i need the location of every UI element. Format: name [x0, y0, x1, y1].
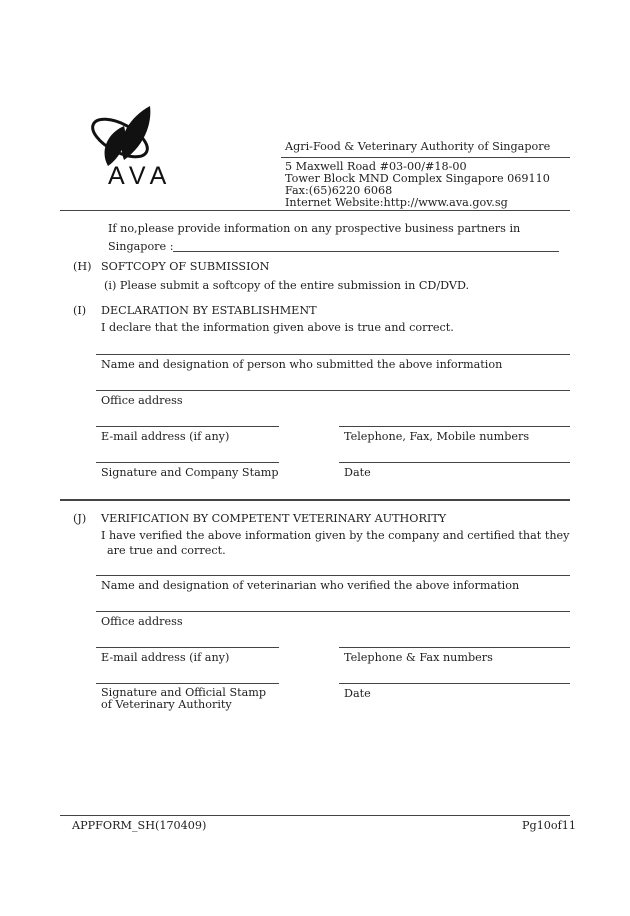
address-line-1: 5 Maxwell Road #03-00/#18-00: [285, 160, 467, 173]
submitter-date-label: Date: [344, 466, 371, 479]
vet-signature-field[interactable]: [96, 683, 279, 684]
logo-text: AVA: [108, 162, 173, 190]
section-j-title: VERIFICATION BY COMPETENT VETERINARY AUTHORITY: [101, 512, 447, 525]
address-line-4: Internet Website:http://www.ava.gov.sg: [285, 196, 508, 209]
section-i-title: DECLARATION BY ESTABLISHMENT: [101, 304, 317, 317]
vet-name-label: Name and designation of veterinarian who verified the above information: [101, 579, 520, 592]
submitter-signature-label: Signature and Company Stamp: [101, 466, 279, 479]
intro-line-2: Singapore :: [108, 240, 174, 253]
vet-email-label: E-mail address (if any): [101, 651, 230, 664]
vet-office-field[interactable]: [96, 611, 570, 612]
form-code: APPFORM_SH(170409): [72, 819, 207, 832]
section-j-statement-2: are true and correct.: [107, 544, 226, 557]
ava-leaf-emblem: [86, 100, 186, 170]
vet-name-field[interactable]: [96, 575, 570, 576]
section-divider: [60, 499, 570, 501]
intro-line-1: If no,please provide information on any prospective business partners in: [108, 222, 521, 235]
ava-logo: [86, 100, 186, 192]
address-line-3: Fax:(65)6220 6068: [285, 184, 393, 197]
singapore-partner-field[interactable]: [173, 251, 559, 252]
submitter-name-field[interactable]: [96, 354, 570, 355]
submitter-office-field[interactable]: [96, 390, 570, 391]
section-i-letter: (I): [73, 304, 87, 317]
header-separator: [60, 210, 570, 211]
vet-signature-label-1: Signature and Official Stamp: [101, 686, 267, 699]
page-number: Pg10of11: [522, 819, 577, 832]
vet-office-label: Office address: [101, 615, 183, 628]
submitter-name-label: Name and designation of person who submitted the above information: [101, 358, 503, 371]
submitter-signature-field[interactable]: [96, 462, 279, 463]
header-rule: [281, 157, 570, 158]
submitter-phone-label: Telephone, Fax, Mobile numbers: [344, 430, 530, 443]
section-j-statement-1: I have verified the above information given by the company and certified that they: [101, 529, 570, 542]
submitter-email-field[interactable]: [96, 426, 279, 427]
submitter-office-label: Office address: [101, 394, 183, 407]
section-h-title: SOFTCOPY OF SUBMISSION: [101, 260, 270, 273]
section-h-letter: (H): [73, 260, 92, 273]
vet-phone-label: Telephone & Fax numbers: [344, 651, 493, 664]
section-i-statement: I declare that the information given above is true and correct.: [101, 321, 454, 334]
org-name: Agri-Food & Veterinary Authority of Singapore: [285, 140, 551, 153]
section-j-letter: (J): [73, 512, 87, 525]
submitter-phone-field[interactable]: [339, 426, 570, 427]
vet-signature-label-2: of Veterinary Authority: [101, 698, 232, 711]
section-h-item: (i) Please submit a softcopy of the entire submission in CD/DVD.: [104, 279, 470, 292]
vet-date-label: Date: [344, 687, 371, 700]
submitter-date-field[interactable]: [339, 462, 570, 463]
footer-rule: [60, 815, 570, 816]
submitter-email-label: E-mail address (if any): [101, 430, 230, 443]
vet-date-field[interactable]: [339, 683, 570, 684]
vet-phone-field[interactable]: [339, 647, 570, 648]
vet-email-field[interactable]: [96, 647, 279, 648]
address-line-2: Tower Block MND Complex Singapore 069110: [285, 172, 550, 185]
